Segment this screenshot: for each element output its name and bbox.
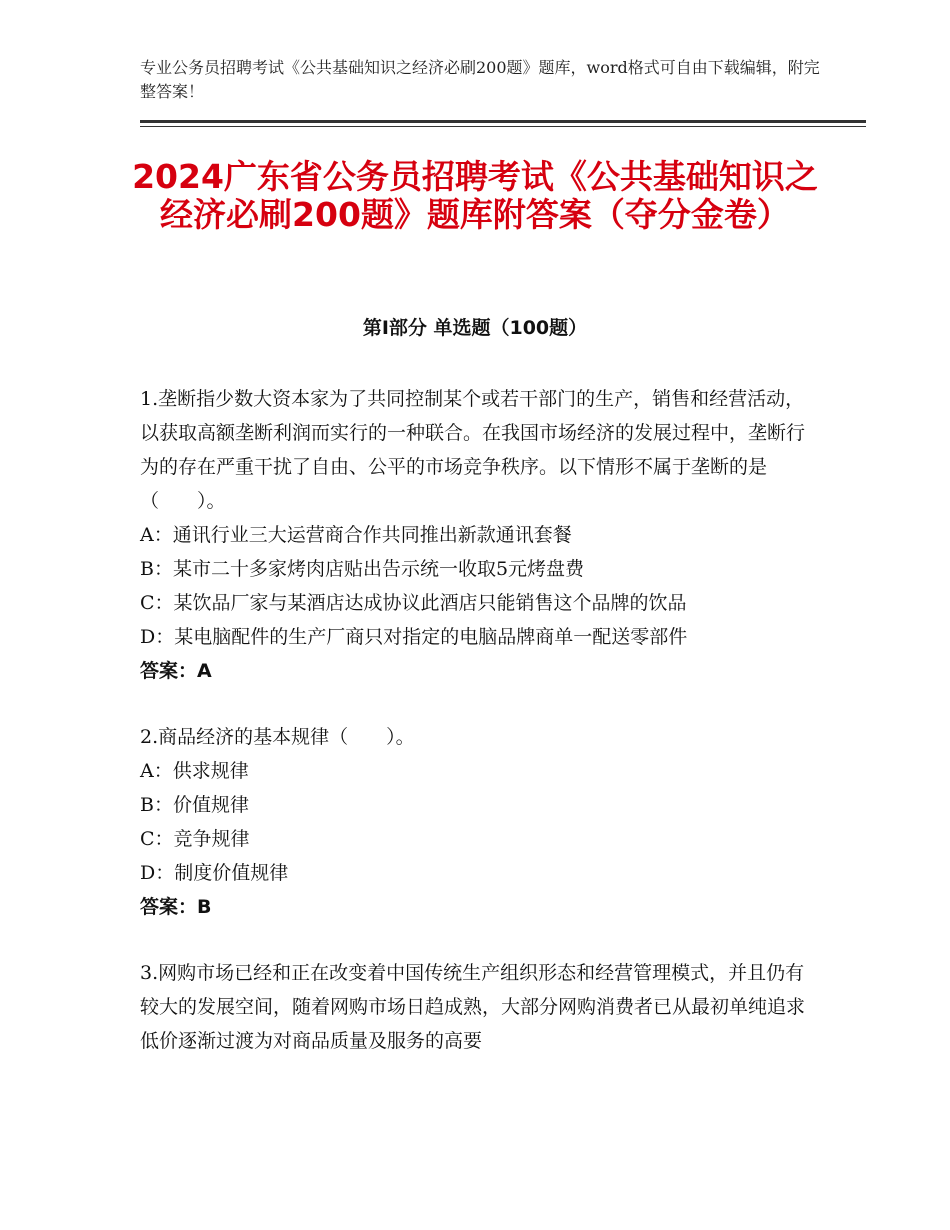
option-d: D：制度价值规律 xyxy=(140,862,289,884)
question-list xyxy=(140,382,805,1090)
question-stem: 2.商品经济的基本规律（ ）。 xyxy=(140,726,415,748)
question-stem: 1.垄断指少数大资本家为了共同控制某个或若干部门的生产，销售和经营活动，以获取高额垄断利润而实行的一种联合。在我国市场经济的发展过程中，垄断行为的存在严重干扰了自由、公平的市场竞争秩序。以下情形不属于垄断的是（ ）。 xyxy=(140,388,806,512)
option-c: C：某饮品厂家与某酒店达成协议此酒店只能销售这个品牌的饮品 xyxy=(140,592,687,614)
header-rule-thin xyxy=(140,126,866,127)
question-3 xyxy=(140,956,805,1058)
answer-label: 答案：A xyxy=(140,660,212,682)
question-stem: 3.网购市场已经和正在改变着中国传统生产组织形态和经营管理模式，并且仍有较大的发展空间，随着网购市场日趋成熟，大部分网购消费者已从最初单纯追求低价逐渐过渡为对商品质量及服务的高要 xyxy=(140,962,806,1052)
option-d: D：某电脑配件的生产厂商只对指定的电脑品牌商单一配送零部件 xyxy=(140,626,688,648)
option-b: B：价值规律 xyxy=(140,794,249,816)
section-heading: 第I部分 单选题（100题） xyxy=(362,317,588,339)
header-rule-thick xyxy=(140,120,866,123)
question-1 xyxy=(140,382,805,688)
option-c: C：竞争规律 xyxy=(140,828,250,850)
option-b: B：某市二十多家烤肉店贴出告示统一收取5元烤盘费 xyxy=(140,558,585,580)
header-note: 专业公务员招聘考试《公共基础知识之经济必刷200题》题库，word格式可自由下载编辑，附完整答案！ xyxy=(140,58,820,101)
option-a: A：通讯行业三大运营商合作共同推出新款通讯套餐 xyxy=(140,524,572,546)
question-2 xyxy=(140,720,805,924)
document-title: 2024广东省公务员招聘考试《公共基础知识之经济必刷200题》题库附答案（夺分金卷） xyxy=(132,157,818,234)
option-a: A：供求规律 xyxy=(140,760,249,782)
answer-label: 答案：B xyxy=(140,896,212,918)
